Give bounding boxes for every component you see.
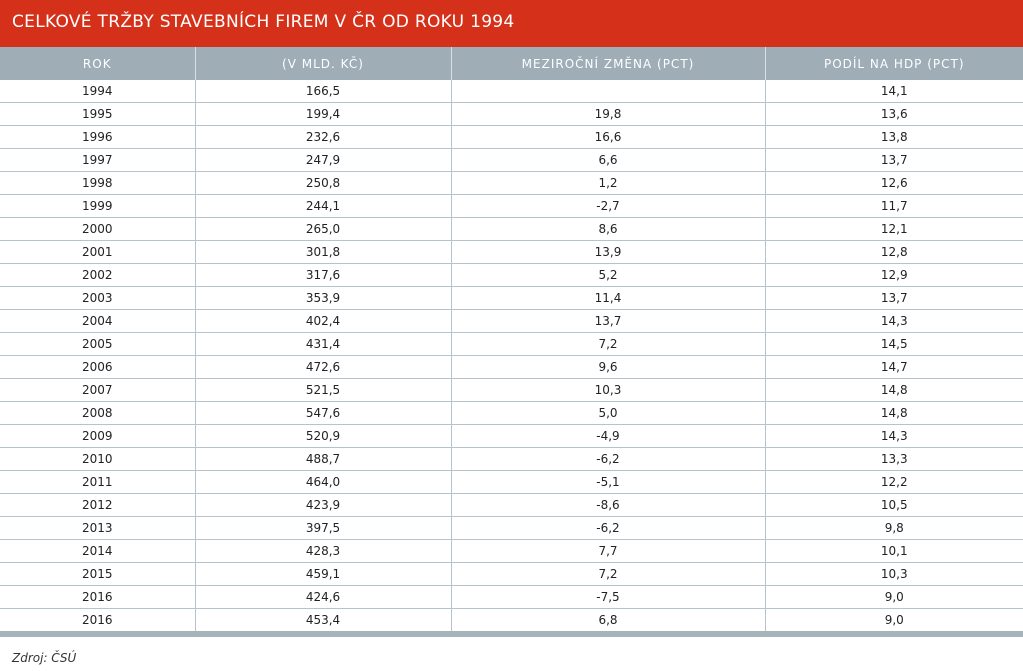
cell-change: 7,2 — [451, 563, 765, 586]
cell-year: 2001 — [0, 241, 195, 264]
cell-change: 10,3 — [451, 379, 765, 402]
cell-change: -5,1 — [451, 471, 765, 494]
table-row — [0, 563, 1023, 586]
cell-gdp-share: 12,2 — [765, 471, 1023, 494]
cell-year: 1996 — [0, 126, 195, 149]
cell-gdp-share: 9,0 — [765, 609, 1023, 635]
table-row — [0, 494, 1023, 517]
cell-change: -4,9 — [451, 425, 765, 448]
table-row — [0, 333, 1023, 356]
cell-year: 2003 — [0, 287, 195, 310]
cell-revenue: 301,8 — [195, 241, 451, 264]
table-row — [0, 149, 1023, 172]
cell-change: 11,4 — [451, 287, 765, 310]
cell-gdp-share: 13,7 — [765, 287, 1023, 310]
header-row — [0, 47, 1023, 80]
cell-revenue: 464,0 — [195, 471, 451, 494]
table-row — [0, 310, 1023, 333]
cell-change: 5,2 — [451, 264, 765, 287]
table-row — [0, 218, 1023, 241]
cell-gdp-share: 9,0 — [765, 586, 1023, 609]
cell-revenue: 459,1 — [195, 563, 451, 586]
table-row — [0, 448, 1023, 471]
table-row — [0, 172, 1023, 195]
header-cell-change: MEZIROČNÍ ZMĚNA (PCT) — [451, 47, 765, 80]
cell-revenue: 431,4 — [195, 333, 451, 356]
table-row — [0, 80, 1023, 103]
header-cell-gdp-share: PODÍL NA HDP (PCT) — [765, 47, 1023, 80]
cell-gdp-share: 10,5 — [765, 494, 1023, 517]
table-body — [0, 80, 1023, 634]
cell-year: 2006 — [0, 356, 195, 379]
cell-gdp-share: 9,8 — [765, 517, 1023, 540]
table-row — [0, 586, 1023, 609]
cell-year: 2010 — [0, 448, 195, 471]
header-cell-year: ROK — [0, 47, 195, 80]
cell-gdp-share: 12,1 — [765, 218, 1023, 241]
cell-revenue: 521,5 — [195, 379, 451, 402]
cell-change — [451, 80, 765, 103]
table-row — [0, 471, 1023, 494]
cell-change: 1,2 — [451, 172, 765, 195]
cell-year: 2015 — [0, 563, 195, 586]
cell-revenue: 424,6 — [195, 586, 451, 609]
cell-year: 1995 — [0, 103, 195, 126]
cell-revenue: 423,9 — [195, 494, 451, 517]
cell-year: 2016 — [0, 586, 195, 609]
cell-year: 1999 — [0, 195, 195, 218]
cell-gdp-share: 13,8 — [765, 126, 1023, 149]
cell-gdp-share: 14,7 — [765, 356, 1023, 379]
cell-revenue: 317,6 — [195, 264, 451, 287]
cell-year: 1998 — [0, 172, 195, 195]
cell-change: 13,7 — [451, 310, 765, 333]
table-row — [0, 379, 1023, 402]
cell-change: -6,2 — [451, 448, 765, 471]
cell-gdp-share: 14,8 — [765, 379, 1023, 402]
header-cell-revenue: (V MLD. KČ) — [195, 47, 451, 80]
cell-change: -8,6 — [451, 494, 765, 517]
cell-year: 2008 — [0, 402, 195, 425]
cell-change: -6,2 — [451, 517, 765, 540]
cell-gdp-share: 14,8 — [765, 402, 1023, 425]
cell-change: 8,6 — [451, 218, 765, 241]
cell-revenue: 244,1 — [195, 195, 451, 218]
table-row — [0, 402, 1023, 425]
cell-year: 2012 — [0, 494, 195, 517]
cell-change: 16,6 — [451, 126, 765, 149]
cell-change: 6,6 — [451, 149, 765, 172]
cell-change: 6,8 — [451, 609, 765, 635]
cell-gdp-share: 11,7 — [765, 195, 1023, 218]
cell-gdp-share: 14,1 — [765, 80, 1023, 103]
cell-revenue: 247,9 — [195, 149, 451, 172]
cell-year: 2002 — [0, 264, 195, 287]
cell-year: 2014 — [0, 540, 195, 563]
table-row — [0, 540, 1023, 563]
cell-change: -2,7 — [451, 195, 765, 218]
cell-year: 1997 — [0, 149, 195, 172]
cell-revenue: 265,0 — [195, 218, 451, 241]
table-row — [0, 264, 1023, 287]
cell-gdp-share: 12,9 — [765, 264, 1023, 287]
cell-year: 2009 — [0, 425, 195, 448]
cell-revenue: 232,6 — [195, 126, 451, 149]
cell-revenue: 520,9 — [195, 425, 451, 448]
cell-year: 2011 — [0, 471, 195, 494]
table-title: CELKOVÉ TRŽBY STAVEBNÍCH FIREM V ČR OD ROKU 1994 — [12, 12, 515, 32]
table-row — [0, 517, 1023, 540]
cell-gdp-share: 13,6 — [765, 103, 1023, 126]
cell-revenue: 428,3 — [195, 540, 451, 563]
table-row — [0, 356, 1023, 379]
cell-revenue: 353,9 — [195, 287, 451, 310]
cell-gdp-share: 14,3 — [765, 310, 1023, 333]
cell-gdp-share: 13,3 — [765, 448, 1023, 471]
cell-revenue: 472,6 — [195, 356, 451, 379]
cell-year: 2007 — [0, 379, 195, 402]
cell-revenue: 488,7 — [195, 448, 451, 471]
cell-revenue: 166,5 — [195, 80, 451, 103]
cell-revenue: 397,5 — [195, 517, 451, 540]
sales-table — [0, 47, 1023, 637]
cell-revenue: 547,6 — [195, 402, 451, 425]
cell-change: -7,5 — [451, 586, 765, 609]
cell-year: 1994 — [0, 80, 195, 103]
cell-change: 5,0 — [451, 402, 765, 425]
table-row — [0, 287, 1023, 310]
cell-year: 2000 — [0, 218, 195, 241]
cell-gdp-share: 10,3 — [765, 563, 1023, 586]
table-row — [0, 103, 1023, 126]
cell-revenue: 453,4 — [195, 609, 451, 635]
table-row — [0, 195, 1023, 218]
cell-gdp-share: 14,5 — [765, 333, 1023, 356]
cell-gdp-share: 14,3 — [765, 425, 1023, 448]
cell-year: 2013 — [0, 517, 195, 540]
title-bar — [0, 0, 1023, 47]
cell-change: 13,9 — [451, 241, 765, 264]
cell-gdp-share: 13,7 — [765, 149, 1023, 172]
cell-change: 9,6 — [451, 356, 765, 379]
source-note: Zdroj: ČSÚ — [12, 651, 77, 665]
cell-year: 2005 — [0, 333, 195, 356]
cell-gdp-share: 12,8 — [765, 241, 1023, 264]
table-row — [0, 241, 1023, 264]
cell-change: 19,8 — [451, 103, 765, 126]
cell-change: 7,7 — [451, 540, 765, 563]
cell-year: 2016 — [0, 609, 195, 635]
table-row — [0, 126, 1023, 149]
table-row — [0, 609, 1023, 635]
cell-revenue: 199,4 — [195, 103, 451, 126]
cell-revenue: 250,8 — [195, 172, 451, 195]
cell-year: 2004 — [0, 310, 195, 333]
cell-revenue: 402,4 — [195, 310, 451, 333]
cell-gdp-share: 10,1 — [765, 540, 1023, 563]
cell-gdp-share: 12,6 — [765, 172, 1023, 195]
table-row — [0, 425, 1023, 448]
cell-change: 7,2 — [451, 333, 765, 356]
